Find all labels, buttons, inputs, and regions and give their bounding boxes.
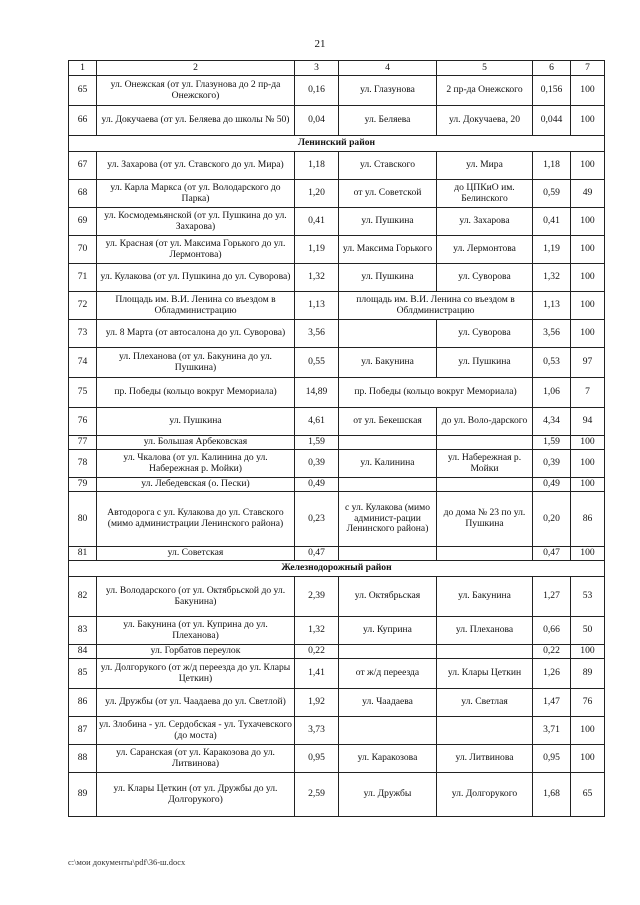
section-to: ул. Литвинова [437, 745, 533, 773]
percent-value: 100 [571, 436, 605, 450]
section-from: ул. Чаадаева [339, 689, 437, 717]
total-length: 0,41 [295, 208, 339, 236]
table-row [69, 378, 605, 408]
percent-value: 94 [571, 408, 605, 436]
section-length: 1,47 [533, 689, 571, 717]
percent-value: 7 [571, 378, 605, 408]
table-row [69, 180, 605, 208]
table-row [69, 717, 605, 745]
section-length: 0,20 [533, 492, 571, 547]
section-from: от ж/д переезда [339, 659, 437, 689]
street-name: ул. Клары Цеткин (от ул. Дружбы до ул. Долгорукого) [97, 773, 295, 817]
section-from: ул. Октябрьская [339, 577, 437, 617]
section-to [437, 645, 533, 659]
section-to [437, 436, 533, 450]
table-row [69, 236, 605, 264]
table-row [69, 408, 605, 436]
section-title: Ленинский район [69, 136, 605, 152]
section-header-row [69, 136, 605, 152]
file-path-footer: c:\мои документы\pdf\36-ш.docx [68, 857, 186, 867]
percent-value: 89 [571, 659, 605, 689]
row-number: 71 [69, 264, 97, 292]
percent-value: 100 [571, 292, 605, 320]
section-to: до ЦПКиО им. Белинского [437, 180, 533, 208]
percent-value: 100 [571, 478, 605, 492]
row-number: 87 [69, 717, 97, 745]
total-length: 1,20 [295, 180, 339, 208]
section-from: от ул. Советской [339, 180, 437, 208]
section-length: 0,59 [533, 180, 571, 208]
table-row [69, 689, 605, 717]
total-length: 0,55 [295, 348, 339, 378]
section-length: 3,56 [533, 320, 571, 348]
row-number: 88 [69, 745, 97, 773]
percent-value: 49 [571, 180, 605, 208]
total-length: 1,13 [295, 292, 339, 320]
section-length: 3,71 [533, 717, 571, 745]
section-to: ул. Суворова [437, 320, 533, 348]
street-name: ул. Плеханова (от ул. Бакунина до ул. Пушкина) [97, 348, 295, 378]
section-length: 1,26 [533, 659, 571, 689]
table-row [69, 577, 605, 617]
percent-value: 50 [571, 617, 605, 645]
page-number: 21 [314, 38, 326, 50]
total-length: 1,19 [295, 236, 339, 264]
street-name: Площадь им. В.И. Ленина со въездом в Обладминистрацию [97, 292, 295, 320]
table-row [69, 348, 605, 378]
percent-value: 100 [571, 320, 605, 348]
street-name: ул. Онежская (от ул. Глазунова до 2 пр-да Онежского) [97, 76, 295, 106]
section-length: 0,49 [533, 478, 571, 492]
section-from: ул. Дружбы [339, 773, 437, 817]
percent-value: 100 [571, 745, 605, 773]
column-header: 6 [533, 61, 571, 76]
street-name: ул. 8 Марта (от автосалона до ул. Суворова) [97, 320, 295, 348]
column-header: 1 [69, 61, 97, 76]
section-length: 1,18 [533, 152, 571, 180]
street-name: ул. Кулакова (от ул. Пушкина до ул. Суворова) [97, 264, 295, 292]
total-length: 0,23 [295, 492, 339, 547]
row-number: 82 [69, 577, 97, 617]
table-row [69, 320, 605, 348]
total-length: 0,16 [295, 76, 339, 106]
total-length: 4,61 [295, 408, 339, 436]
street-name: ул. Дружбы (от ул. Чаадаева до ул. Светлой) [97, 689, 295, 717]
section-to: ул. Мира [437, 152, 533, 180]
section-from: ул. Калинина [339, 450, 437, 478]
row-number: 70 [69, 236, 97, 264]
table-row [69, 745, 605, 773]
section-length: 1,13 [533, 292, 571, 320]
column-header: 5 [437, 61, 533, 76]
section-to: ул. Пушкина [437, 348, 533, 378]
section-to: ул. Бакунина [437, 577, 533, 617]
street-name: ул. Докучаева (от ул. Беляева до школы № 50) [97, 106, 295, 136]
table-row [69, 547, 605, 561]
section-length: 1,32 [533, 264, 571, 292]
row-number: 86 [69, 689, 97, 717]
row-number: 85 [69, 659, 97, 689]
total-length: 1,32 [295, 264, 339, 292]
section-length: 0,22 [533, 645, 571, 659]
section-to: ул. Клары Цеткин [437, 659, 533, 689]
street-name: ул. Большая Арбековская [97, 436, 295, 450]
section-length: 1,68 [533, 773, 571, 817]
total-length: 0,04 [295, 106, 339, 136]
section-title: Железнодорожный район [69, 561, 605, 577]
section-to [437, 717, 533, 745]
percent-value: 53 [571, 577, 605, 617]
table-row [69, 264, 605, 292]
section-from [339, 645, 437, 659]
table-row [69, 292, 605, 320]
column-header: 3 [295, 61, 339, 76]
section-from [339, 478, 437, 492]
section-length: 0,156 [533, 76, 571, 106]
section-length: 0,39 [533, 450, 571, 478]
section-from [339, 436, 437, 450]
street-name: ул. Чкалова (от ул. Калинина до ул. Набережная р. Мойки) [97, 450, 295, 478]
row-number: 66 [69, 106, 97, 136]
section-to: 2 пр-да Онежского [437, 76, 533, 106]
section-length: 0,53 [533, 348, 571, 378]
section-from: ул. Глазунова [339, 76, 437, 106]
total-length: 2,39 [295, 577, 339, 617]
section-from [339, 320, 437, 348]
row-number: 73 [69, 320, 97, 348]
percent-value: 100 [571, 547, 605, 561]
row-number: 72 [69, 292, 97, 320]
total-length: 0,22 [295, 645, 339, 659]
section-length: 1,06 [533, 378, 571, 408]
percent-value: 100 [571, 236, 605, 264]
section-header-row [69, 561, 605, 577]
percent-value: 100 [571, 645, 605, 659]
street-name: ул. Саранская (от ул. Каракозова до ул. Литвинова) [97, 745, 295, 773]
section-to [437, 478, 533, 492]
section-length: 1,19 [533, 236, 571, 264]
section-length: 4,34 [533, 408, 571, 436]
street-name: ул. Карла Маркса (от ул. Володарского до Парка) [97, 180, 295, 208]
row-number: 80 [69, 492, 97, 547]
section-to: ул. Захарова [437, 208, 533, 236]
percent-value: 100 [571, 76, 605, 106]
section-to: ул. Набережная р. Мойки [437, 450, 533, 478]
street-name: ул. Советская [97, 547, 295, 561]
total-length: 0,47 [295, 547, 339, 561]
section-to: ул. Суворова [437, 264, 533, 292]
table-row [69, 208, 605, 236]
row-number: 68 [69, 180, 97, 208]
street-name: ул. Лебедевская (о. Пески) [97, 478, 295, 492]
row-number: 77 [69, 436, 97, 450]
section-to: до дома № 23 по ул. Пушкина [437, 492, 533, 547]
section-from: от ул. Бекешская [339, 408, 437, 436]
section-to: ул. Светлая [437, 689, 533, 717]
row-number: 65 [69, 76, 97, 106]
column-header: 4 [339, 61, 437, 76]
section-length: 0,41 [533, 208, 571, 236]
row-number: 74 [69, 348, 97, 378]
section-from: ул. Куприна [339, 617, 437, 645]
section-to: ул. Долгорукого [437, 773, 533, 817]
row-number: 67 [69, 152, 97, 180]
row-number: 79 [69, 478, 97, 492]
section-from: с ул. Кулакова (мимо админист-рации Ленинского района) [339, 492, 437, 547]
row-number: 84 [69, 645, 97, 659]
percent-value: 100 [571, 450, 605, 478]
total-length: 0,95 [295, 745, 339, 773]
table-row [69, 659, 605, 689]
percent-value: 97 [571, 348, 605, 378]
row-number: 75 [69, 378, 97, 408]
section-to: ул. Плеханова [437, 617, 533, 645]
total-length: 14,89 [295, 378, 339, 408]
percent-value: 100 [571, 717, 605, 745]
percent-value: 86 [571, 492, 605, 547]
total-length: 3,56 [295, 320, 339, 348]
row-number: 76 [69, 408, 97, 436]
street-name: ул. Космодемьянской (от ул. Пушкина до ул. Захарова) [97, 208, 295, 236]
section-from: ул. Пушкина [339, 264, 437, 292]
section-from: ул. Каракозова [339, 745, 437, 773]
row-number: 83 [69, 617, 97, 645]
row-number: 78 [69, 450, 97, 478]
percent-value: 100 [571, 208, 605, 236]
roads-table [68, 60, 605, 817]
percent-value: 65 [571, 773, 605, 817]
table-row [69, 76, 605, 106]
section-length: 0,95 [533, 745, 571, 773]
street-name: пр. Победы (кольцо вокруг Мемориала) [97, 378, 295, 408]
row-number: 89 [69, 773, 97, 817]
street-name: ул. Красная (от ул. Максима Горького до ул. Лермонтова) [97, 236, 295, 264]
table-row [69, 478, 605, 492]
section-from: ул. Пушкина [339, 208, 437, 236]
column-header: 7 [571, 61, 605, 76]
street-name: ул. Бакунина (от ул. Куприна до ул. Плеханова) [97, 617, 295, 645]
percent-value: 100 [571, 264, 605, 292]
section-length: 1,27 [533, 577, 571, 617]
total-length: 1,59 [295, 436, 339, 450]
street-name: Автодорога с ул. Кулакова до ул. Ставского (мимо администрации Ленинского района) [97, 492, 295, 547]
section-from [339, 547, 437, 561]
total-length: 0,39 [295, 450, 339, 478]
street-name: ул. Захарова (от ул. Ставского до ул. Мира) [97, 152, 295, 180]
total-length: 1,41 [295, 659, 339, 689]
table-row [69, 106, 605, 136]
section-from: ул. Ставского [339, 152, 437, 180]
total-length: 0,49 [295, 478, 339, 492]
section-from [339, 717, 437, 745]
percent-value: 100 [571, 106, 605, 136]
section-to [437, 547, 533, 561]
percent-value: 100 [571, 152, 605, 180]
total-length: 3,73 [295, 717, 339, 745]
street-name: ул. Володарского (от ул. Октябрьской до ул. Бакунина) [97, 577, 295, 617]
table-row [69, 436, 605, 450]
row-number: 81 [69, 547, 97, 561]
section-length: 1,59 [533, 436, 571, 450]
section-to: ул. Лермонтова [437, 236, 533, 264]
section-from: ул. Беляева [339, 106, 437, 136]
table-row [69, 617, 605, 645]
street-name: ул. Долгорукого (от ж/д переезда до ул. Клары Цеткин) [97, 659, 295, 689]
section-length: 0,044 [533, 106, 571, 136]
table-row [69, 492, 605, 547]
column-header: 2 [97, 61, 295, 76]
table-row [69, 152, 605, 180]
section-length: 0,66 [533, 617, 571, 645]
row-number: 69 [69, 208, 97, 236]
section-to: ул. Докучаева, 20 [437, 106, 533, 136]
total-length: 1,32 [295, 617, 339, 645]
percent-value: 76 [571, 689, 605, 717]
section-to: до ул. Воло-дарского [437, 408, 533, 436]
total-length: 1,92 [295, 689, 339, 717]
section-from-to: пр. Победы (кольцо вокруг Мемориала) [339, 378, 533, 408]
section-from-to: площадь им. В.И. Ленина со въездом в Облдминистрацию [339, 292, 533, 320]
street-name: ул. Пушкина [97, 408, 295, 436]
total-length: 1,18 [295, 152, 339, 180]
street-name: ул. Горбатов переулок [97, 645, 295, 659]
section-from: ул. Максима Горького [339, 236, 437, 264]
table-row [69, 645, 605, 659]
street-name: ул. Злобина - ул. Сердобская - ул. Тухачевского (до моста) [97, 717, 295, 745]
total-length: 2,59 [295, 773, 339, 817]
section-length: 0,47 [533, 547, 571, 561]
header-row [69, 61, 605, 76]
section-from: ул. Бакунина [339, 348, 437, 378]
table-row [69, 450, 605, 478]
table-row [69, 773, 605, 817]
